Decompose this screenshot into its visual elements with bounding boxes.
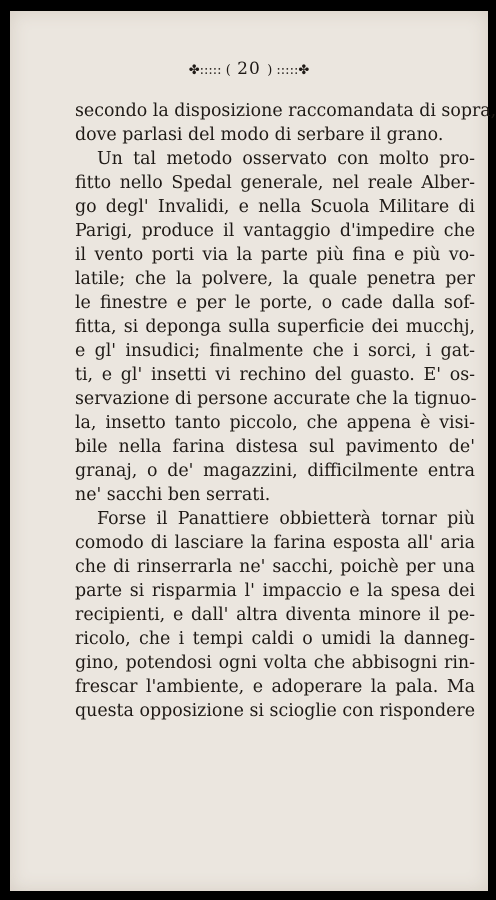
text-line: ne' sacchi ben serrati. (75, 485, 271, 505)
ornament-right: ) :::::✤ (267, 63, 310, 78)
text-line: granaj, o de' magazzini, difficilmente entra (75, 461, 475, 481)
text-line: ti, e gl' insetti vi rechino del guasto. E' os- (75, 365, 475, 385)
text-line: servazione di persone accurate che la tignuo- (75, 389, 477, 409)
text-line: dove parlasi del modo di serbare il grano. (75, 125, 444, 145)
text-line: le finestre e per le porte, o cade dalla sof- (75, 293, 475, 313)
text-line: e gl' insudici; finalmente che i sorci, i gat- (75, 341, 475, 361)
text-line: che di rinserrarla ne' sacchi, poichè per una (75, 557, 475, 577)
text-line: frescar l'ambiente, e adoperare la pala. Ma (75, 677, 475, 697)
text-line: go degl' Invalidi, e nella Scuola Militare di (75, 197, 475, 217)
text-line: il vento porti via la parte più fina e più vo- (75, 245, 475, 265)
book-page (10, 11, 496, 891)
text-line: questa opposizione si scioglie con rispondere (75, 701, 475, 721)
text-line: ricolo, che i tempi caldi o umidi la danneg- (75, 629, 475, 649)
text-line: Parigi, produce il vantaggio d'impedire che (75, 221, 475, 241)
body-text (75, 99, 496, 723)
text-line: Un tal metodo osservato con molto pro- (97, 149, 475, 169)
text-line: comodo di lasciare la farina esposta all' aria (75, 533, 475, 553)
text-line: latile; che la polvere, la quale penetra per (75, 269, 475, 289)
page-header (10, 59, 488, 79)
text-line: la, insetto tanto piccolo, che appena è visi- (75, 413, 475, 433)
ornament-left: ✤::::: ( (188, 63, 231, 78)
text-line: recipienti, e dall' altra diventa minore il pe- (75, 605, 475, 625)
text-line: Forse il Panattiere obbietterà tornar più (97, 509, 475, 529)
text-line: parte si risparmia l' impaccio e la spesa dei (75, 581, 475, 601)
text-line: gino, potendosi ogni volta che abbisogni rin- (75, 653, 475, 673)
text-line: fitto nello Spedal generale, nel reale Alber- (75, 173, 475, 193)
text-line: fitta, si deponga sulla superficie dei mucchj, (75, 317, 475, 337)
page-number: 20 (237, 59, 261, 79)
text-line: bile nella farina distesa sul pavimento de' (75, 437, 475, 457)
text-line: secondo la disposizione raccomandata di sopra, (75, 101, 496, 121)
